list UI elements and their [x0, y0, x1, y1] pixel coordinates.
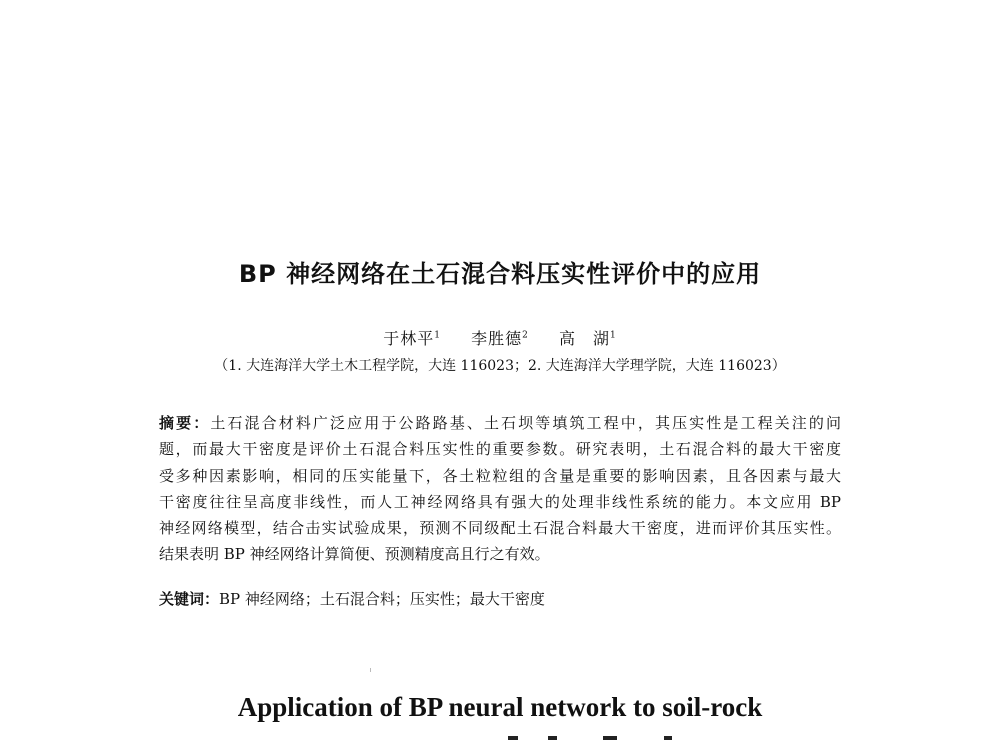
abstract [159, 410, 841, 568]
keywords-text: BP 神经网络；土石混合料；压实性；最大干密度 [219, 590, 545, 608]
author-name: 高 湖 [558, 329, 610, 348]
glyph-fragment [664, 736, 672, 740]
author [383, 329, 441, 348]
scan-speck [370, 668, 371, 672]
chinese-title: BP 神经网络在土石混合料压实性评价中的应用 [238, 260, 762, 288]
glyph-fragment [508, 736, 518, 740]
keywords-label: 关键词： [159, 590, 220, 608]
abstract-label: 摘要： [159, 414, 211, 432]
affiliation-mark: 2 [522, 330, 529, 341]
keywords [159, 588, 841, 609]
author-name: 于林平 [383, 329, 435, 348]
abstract-line: 题，而最大干密度是评价土石混合料压实性的重要参数。研究表明，土石混合料的最大干密度 [159, 440, 841, 459]
affiliation-mark: 1 [434, 330, 442, 341]
abstract-line: 干密度往往呈高度非线性，而人工神经网络具有强大的处理非线性系统的能力。本文应用 BP [159, 492, 841, 511]
english-title: Application of BP neural network to soil-rock [237, 692, 763, 722]
affiliation-line: （1. 大连海洋大学土木工程学院，大连 116023；2. 大连海洋大学理学院，大连 116023） [214, 358, 786, 374]
abstract-text: 土石混合材料广泛应用于公路路基、土石坝等填筑工程中，其压实性是工程关注的问 [210, 414, 841, 432]
cropped-title-line [0, 734, 1000, 742]
abstract-line [159, 410, 841, 436]
affiliation-mark: 1 [609, 330, 617, 341]
author-list [0, 326, 1000, 349]
glyph-fragment [603, 736, 617, 740]
glyph-fragment [548, 736, 557, 740]
abstract-line: 结果表明 BP 神经网络计算简便、预测精度高且行之有效。 [159, 545, 550, 564]
abstract-line: 神经网络模型，结合击实试验成果，预测不同级配土石混合料最大干密度，进而评价其压实性。 [159, 519, 841, 538]
author [559, 329, 617, 348]
abstract-line: 受多种因素影响，相同的压实能量下，各土粒粒组的含量是重要的影响因素，且各因素与最大 [159, 466, 841, 485]
author-name: 李胜德 [471, 329, 523, 348]
author [471, 329, 529, 348]
